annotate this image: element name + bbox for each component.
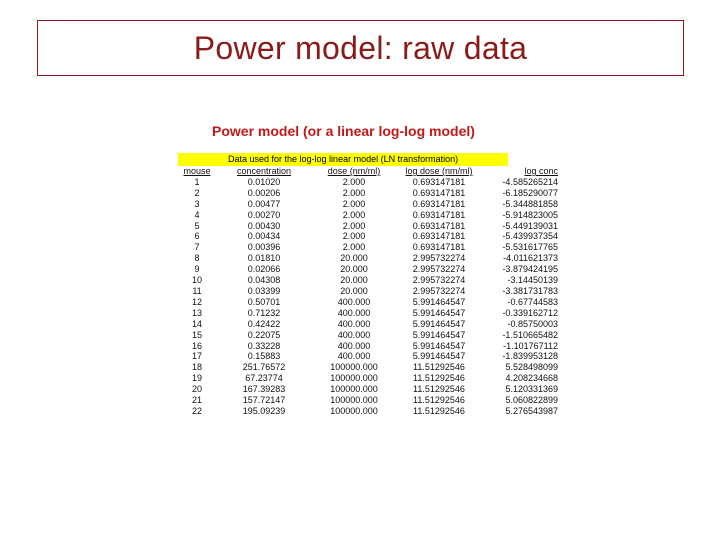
cell-concentration: 0.00270 <box>247 209 281 220</box>
cell-log-conc: 5.276543987 <box>505 405 558 416</box>
cell-concentration: 195.09239 <box>242 405 286 416</box>
table-row <box>178 384 558 395</box>
cell-mouse: 11 <box>192 285 202 296</box>
cell-mouse: 15 <box>191 329 202 340</box>
cell-log-dose: 5.991464547 <box>412 351 466 362</box>
table-row <box>178 330 558 341</box>
cell-concentration: 157.72147 <box>242 395 286 406</box>
cell-dose: 20.000 <box>340 264 368 275</box>
table-row <box>178 362 558 373</box>
cell-mouse: 17 <box>191 351 202 362</box>
cell-mouse: 9 <box>194 264 200 275</box>
cell-log-dose: 5.991464547 <box>412 296 466 307</box>
cell-log-dose: 2.995732274 <box>412 253 466 264</box>
table-row <box>178 308 558 319</box>
table-row <box>178 297 558 308</box>
cell-concentration: 0.00396 <box>247 242 281 253</box>
table-row <box>178 242 558 253</box>
cell-log-conc: -0.339162712 <box>502 307 558 318</box>
cell-concentration: 0.42422 <box>247 318 281 329</box>
cell-concentration: 0.33228 <box>247 340 281 351</box>
data-table <box>178 166 558 417</box>
cell-mouse: 18 <box>191 362 202 373</box>
cell-log-conc: -1.839953128 <box>502 351 558 362</box>
cell-mouse: 20 <box>191 384 202 395</box>
cell-concentration: 0.00477 <box>247 198 281 209</box>
cell-log-conc: 4.208234668 <box>505 373 558 384</box>
table-row <box>178 373 558 384</box>
cell-dose: 100000.000 <box>330 384 378 395</box>
table-row <box>178 264 558 275</box>
cell-log-dose: 11.51292546 <box>413 362 465 373</box>
cell-mouse: 7 <box>194 242 200 253</box>
cell-log-conc: -0.85750003 <box>507 318 558 329</box>
cell-concentration: 0.01810 <box>247 253 281 264</box>
table-row <box>178 395 558 406</box>
cell-concentration: 251.76572 <box>242 362 286 373</box>
cell-dose: 20.000 <box>340 275 368 286</box>
cell-log-dose: 0.693147181 <box>412 187 466 198</box>
cell-dose: 400.000 <box>337 340 371 351</box>
header-dose: dose (nm/ml) <box>327 166 381 176</box>
cell-log-dose: 5.991464547 <box>412 340 466 351</box>
cell-dose: 400.000 <box>337 307 371 318</box>
cell-dose: 20.000 <box>340 253 368 264</box>
table-header-row <box>178 166 558 177</box>
table-row <box>178 199 558 210</box>
table-row <box>178 221 558 232</box>
cell-log-conc: -5.914823005 <box>502 209 558 220</box>
cell-concentration: 0.15883 <box>247 351 281 362</box>
cell-log-dose: 5.991464547 <box>412 329 466 340</box>
cell-mouse: 3 <box>194 198 200 209</box>
table-row <box>178 210 558 221</box>
cell-log-dose: 0.693147181 <box>412 220 466 231</box>
cell-log-dose: 11.51292546 <box>413 395 465 406</box>
cell-log-conc: -3.879424195 <box>502 264 558 275</box>
cell-dose: 400.000 <box>337 296 371 307</box>
cell-concentration: 167.39283 <box>242 384 286 395</box>
table-row <box>178 341 558 352</box>
table-row <box>178 253 558 264</box>
table-row <box>178 286 558 297</box>
cell-concentration: 67.23774 <box>245 373 283 384</box>
figure-title: Power model (or a linear log-log model) <box>212 123 475 139</box>
cell-dose: 2.000 <box>342 176 366 187</box>
cell-dose: 2.000 <box>342 231 366 242</box>
table-row <box>178 406 558 417</box>
cell-mouse: 2 <box>194 187 200 198</box>
table-body <box>178 177 558 417</box>
cell-log-conc: -5.449139031 <box>502 220 558 231</box>
cell-dose: 100000.000 <box>330 373 378 384</box>
cell-log-dose: 0.693147181 <box>412 242 466 253</box>
table-row <box>178 177 558 188</box>
header-log-conc: log conc <box>524 166 558 176</box>
cell-log-conc: -3.381731783 <box>502 285 558 296</box>
cell-log-conc: -6.185290077 <box>502 187 558 198</box>
cell-mouse: 5 <box>194 220 200 231</box>
cell-log-dose: 0.693147181 <box>412 231 466 242</box>
cell-mouse: 12 <box>191 296 202 307</box>
cell-dose: 400.000 <box>337 329 371 340</box>
cell-log-dose: 0.693147181 <box>412 209 466 220</box>
cell-log-dose: 5.991464547 <box>412 307 466 318</box>
table-row <box>178 231 558 242</box>
table-row <box>178 275 558 286</box>
cell-dose: 2.000 <box>342 242 366 253</box>
cell-log-conc: -0.67744583 <box>507 296 558 307</box>
cell-concentration: 0.01020 <box>247 176 281 187</box>
cell-log-conc: -5.531617765 <box>502 242 558 253</box>
cell-mouse: 22 <box>191 405 202 416</box>
cell-dose: 100000.000 <box>330 362 378 373</box>
cell-concentration: 0.22075 <box>247 329 281 340</box>
cell-mouse: 19 <box>191 373 202 384</box>
cell-dose: 20.000 <box>340 285 368 296</box>
cell-log-conc: -5.439937354 <box>502 231 558 242</box>
cell-log-dose: 5.991464547 <box>412 318 466 329</box>
cell-log-conc: 5.060822899 <box>505 395 558 406</box>
cell-concentration: 0.71232 <box>247 307 281 318</box>
cell-dose: 2.000 <box>342 198 366 209</box>
header-log-dose: log dose (nm/ml) <box>405 166 473 176</box>
cell-log-conc: -3.14450139 <box>507 275 558 286</box>
cell-dose: 2.000 <box>342 209 366 220</box>
cell-log-conc: -1.510665482 <box>502 329 558 340</box>
table-row <box>178 188 558 199</box>
cell-concentration: 0.03399 <box>247 285 281 296</box>
cell-concentration: 0.00434 <box>247 231 281 242</box>
cell-log-conc: -5.344881858 <box>502 198 558 209</box>
cell-dose: 100000.000 <box>330 405 378 416</box>
cell-log-dose: 2.995732274 <box>412 264 466 275</box>
cell-log-conc: 5.120331369 <box>505 384 558 395</box>
cell-concentration: 0.04308 <box>247 275 281 286</box>
cell-dose: 400.000 <box>337 351 371 362</box>
header-concentration: concentration <box>236 166 292 176</box>
cell-dose: 400.000 <box>337 318 371 329</box>
cell-mouse: 1 <box>194 176 200 187</box>
cell-log-dose: 2.995732274 <box>412 285 466 296</box>
cell-concentration: 0.00430 <box>247 220 281 231</box>
cell-mouse: 10 <box>191 275 202 286</box>
cell-concentration: 0.00206 <box>247 187 281 198</box>
table-row <box>178 319 558 330</box>
cell-mouse: 21 <box>191 395 202 406</box>
cell-mouse: 8 <box>194 253 200 264</box>
cell-log-dose: 11.51292546 <box>413 373 465 384</box>
banner-text: Data used for the log-log linear model (LN transformation) <box>228 154 459 164</box>
cell-log-dose: 11.51292546 <box>413 384 465 395</box>
cell-dose: 2.000 <box>342 220 366 231</box>
cell-dose: 2.000 <box>342 187 366 198</box>
cell-log-conc: -4.011621373 <box>503 253 558 264</box>
cell-log-conc: -1.101767112 <box>503 340 558 351</box>
cell-mouse: 16 <box>191 340 202 351</box>
cell-mouse: 4 <box>194 209 200 220</box>
header-mouse: mouse <box>183 166 211 176</box>
cell-concentration: 0.02066 <box>247 264 281 275</box>
cell-mouse: 6 <box>194 231 200 242</box>
cell-log-dose: 2.995732274 <box>412 275 466 286</box>
cell-log-dose: 11.51292546 <box>413 405 465 416</box>
cell-log-conc: 5.528498099 <box>505 362 558 373</box>
cell-log-conc: -4.585265214 <box>502 176 558 187</box>
cell-log-dose: 0.693147181 <box>412 176 466 187</box>
cell-concentration: 0.50701 <box>247 296 281 307</box>
table-row <box>178 351 558 362</box>
slide-title: Power model: raw data <box>193 29 528 66</box>
slide-title-box <box>37 20 684 76</box>
cell-mouse: 13 <box>191 307 202 318</box>
cell-log-dose: 0.693147181 <box>412 198 466 209</box>
cell-dose: 100000.000 <box>330 395 378 406</box>
cell-mouse: 14 <box>191 318 202 329</box>
